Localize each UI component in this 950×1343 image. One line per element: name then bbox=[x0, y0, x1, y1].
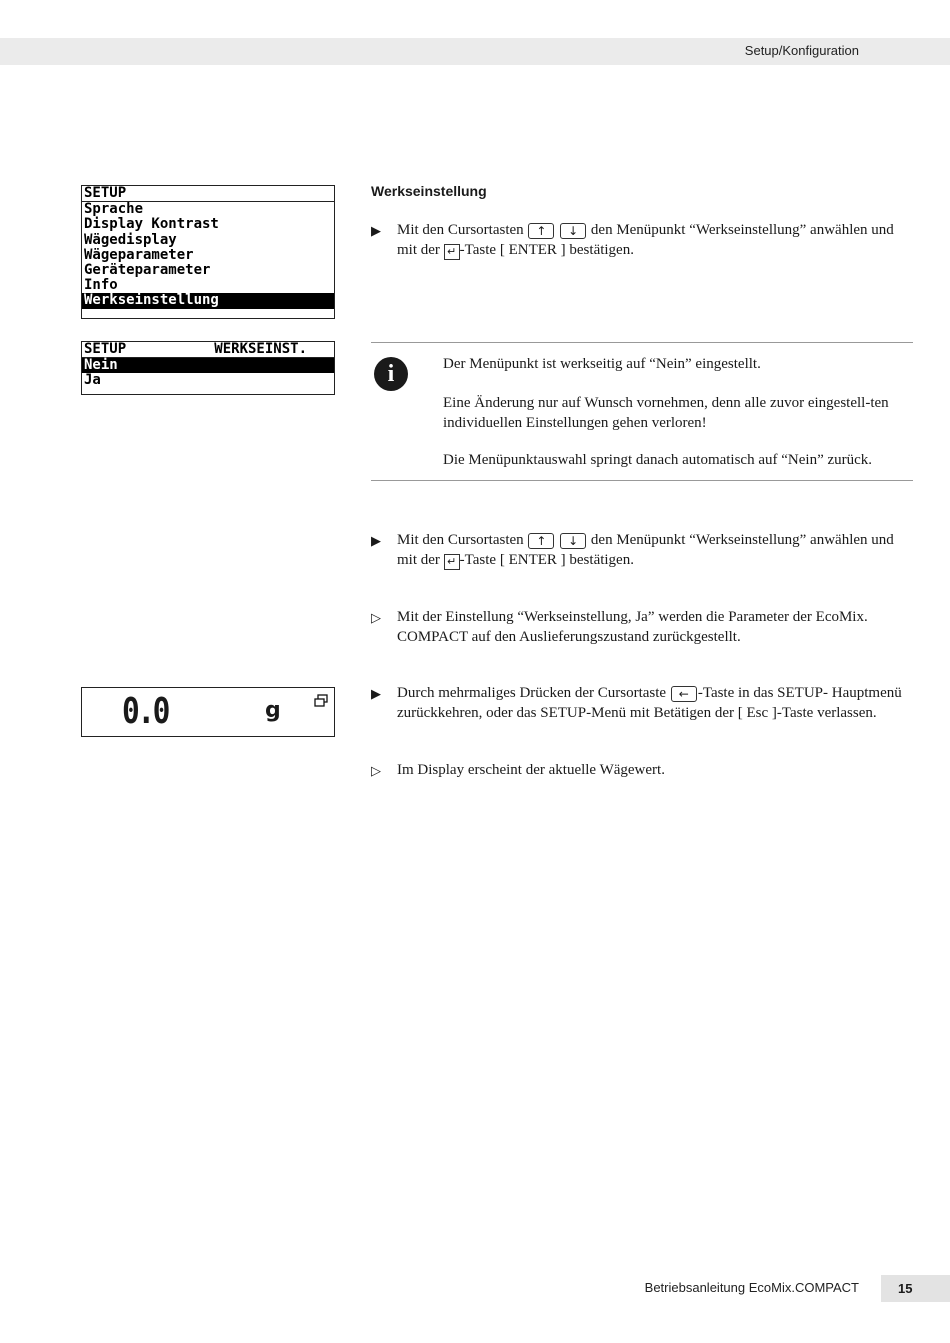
lcd-menu-item: Wägedisplay bbox=[84, 231, 177, 248]
arrow-down-key-icon: ↓ bbox=[560, 223, 586, 239]
lcd-empty-row bbox=[82, 309, 334, 318]
lcd-setup-menu bbox=[81, 185, 335, 319]
lcd-title bbox=[82, 342, 334, 358]
note-paragraph-1: Der Menüpunkt ist werkseitig auf “Nein” eingestellt. bbox=[443, 356, 761, 372]
lcd-title-right: WERKSEINST. bbox=[214, 341, 307, 357]
arrow-up-key-icon: ↑ bbox=[528, 223, 554, 239]
enter-key-icon: ↵ bbox=[444, 554, 460, 570]
note-paragraph-3: Die Menüpunktauswahl springt danach automatisch auf “Nein” zurück. bbox=[443, 452, 873, 468]
arrow-down-key-icon: ↓ bbox=[560, 533, 586, 549]
instruction-step-2: Mit den Cursortasten ↑ ↓ den Menüpunkt “Werkseinstellung” anwählen und mit der ↵ -Taste [ ENTER ] bestätigen. bbox=[397, 532, 894, 568]
lcd-menu-item: Wägeparameter bbox=[84, 246, 194, 263]
lcd-title: SETUP bbox=[82, 186, 334, 202]
footer-doc-title: Betriebsanleitung EcoMix.COMPACT bbox=[644, 1280, 859, 1295]
section-heading: Werkseinstellung bbox=[371, 183, 487, 199]
note-bottom-rule bbox=[371, 480, 913, 481]
result-text-2: Im Display erscheint der aktuelle Wägewert. bbox=[397, 762, 665, 778]
info-icon: i bbox=[374, 357, 408, 391]
instruction-step-1: Mit den Cursortasten ↑ ↓ den Menüpunkt “Werkseinstellung” anwählen und mit der ↵ -Taste [ ENTER ] bestätigen. bbox=[397, 222, 894, 258]
result-bullet: ▷ bbox=[371, 610, 381, 625]
action-bullet: ▶ bbox=[371, 686, 381, 701]
weight-unit: g bbox=[265, 698, 281, 723]
lcd-menu-item: Geräteparameter bbox=[84, 261, 211, 278]
lcd-menu-item: Sprache bbox=[84, 201, 144, 218]
enter-key-icon: ↵ bbox=[444, 244, 460, 260]
stability-icon bbox=[314, 694, 328, 708]
lcd-reset-menu bbox=[81, 341, 335, 395]
lcd-empty-row bbox=[82, 389, 334, 394]
lcd-weight-display bbox=[81, 687, 335, 737]
lcd-menu-item-selected: Werkseinstellung bbox=[82, 293, 334, 308]
weight-value: 0.0 bbox=[122, 691, 168, 732]
result-text-1: Mit der Einstellung “Werkseinstellung, Ja” werden die Parameter der EcoMix. COMPACT auf den Auslieferungszustand zurückgestellt. bbox=[397, 609, 868, 645]
lcd-title-left: SETUP bbox=[84, 341, 127, 357]
action-bullet: ▶ bbox=[371, 533, 381, 548]
lcd-menu-item: Info bbox=[84, 277, 118, 294]
lcd-menu-item: Display Kontrast bbox=[84, 216, 219, 233]
action-bullet: ▶ bbox=[371, 223, 381, 238]
lcd-option: Ja bbox=[84, 372, 101, 389]
lcd-option-selected: Nein bbox=[82, 358, 334, 373]
page-number: 15 bbox=[881, 1275, 950, 1302]
arrow-left-key-icon: ← bbox=[671, 686, 697, 702]
section-title: Setup/Konfiguration bbox=[744, 43, 859, 58]
result-bullet: ▷ bbox=[371, 763, 381, 778]
note-paragraph-2: Eine Änderung nur auf Wunsch vornehmen, denn alle zuvor eingestell-ten individuellen Einstellungen gehen verloren! bbox=[443, 395, 889, 431]
note-top-rule bbox=[371, 342, 913, 343]
arrow-up-key-icon: ↑ bbox=[528, 533, 554, 549]
instruction-step-3: Durch mehrmaliges Drücken der Cursortaste ← -Taste in das SETUP- Hauptmenü zurückkehren, oder das SETUP-Menü mit Betätigen der [ Esc ]-Taste verlassen. bbox=[397, 685, 902, 721]
